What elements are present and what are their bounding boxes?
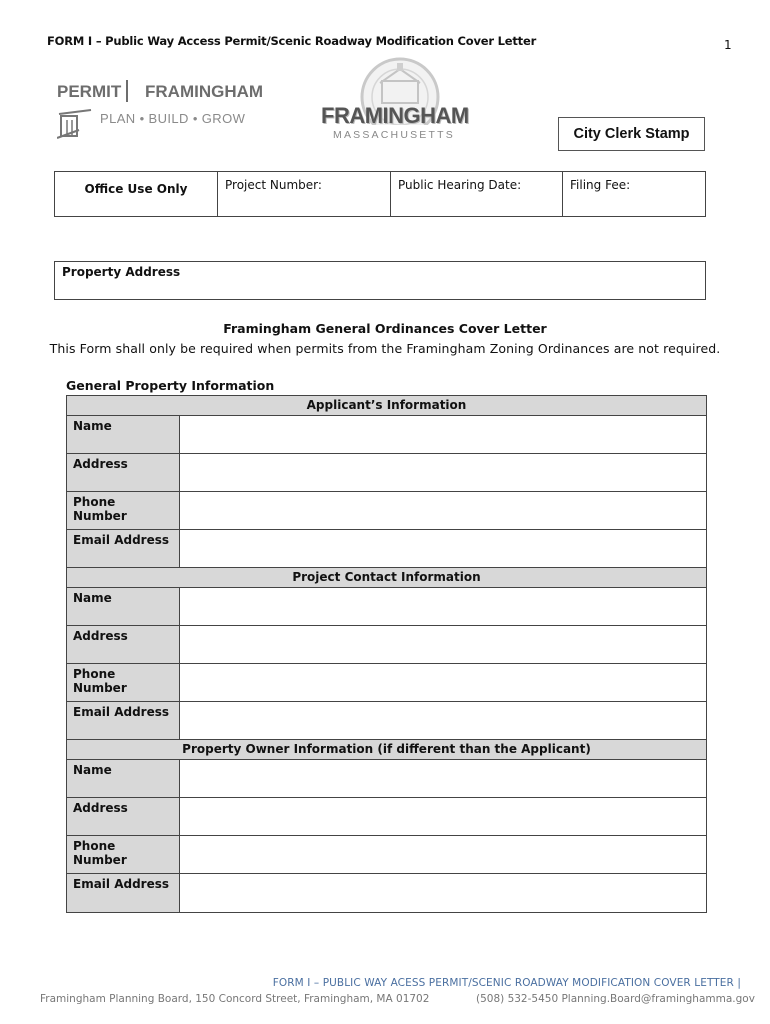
logo-tagline: PLAN • BUILD • GROW	[100, 111, 246, 126]
field-label: Email Address	[67, 530, 180, 567]
project-contact-section	[67, 568, 706, 740]
form-row	[67, 702, 706, 740]
office-use-table	[54, 171, 706, 217]
field-label: Phone Number	[67, 664, 180, 701]
cover-letter-subtitle: This Form shall only be required when permits from the Framingham Zoning Ordinances are not required.	[49, 341, 721, 356]
contact-address-input[interactable]	[180, 626, 706, 663]
city-seal-logo	[315, 55, 485, 145]
building-crane-icon	[57, 106, 97, 140]
footer-contact: (508) 532-5450 Planning.Board@framinghamma.gov	[476, 993, 755, 1005]
project-number-field[interactable]: Project Number:	[218, 172, 391, 216]
field-label: Phone Number	[67, 492, 180, 529]
office-use-label: Office Use Only	[55, 172, 218, 216]
section-header: Project Contact Information	[67, 568, 706, 588]
form-row	[67, 798, 706, 836]
seal-state: MASSACHUSETTS	[333, 129, 455, 141]
permit-framingham-logo	[55, 78, 265, 144]
form-row	[67, 626, 706, 664]
section-header: Applicant’s Information	[67, 396, 706, 416]
field-label: Address	[67, 626, 180, 663]
city-clerk-stamp-box: City Clerk Stamp	[558, 117, 705, 151]
field-label: Address	[67, 454, 180, 491]
contact-phone-input[interactable]	[180, 664, 706, 701]
form-row	[67, 836, 706, 874]
form-row	[67, 492, 706, 530]
logo-permit-word: PERMIT	[57, 82, 122, 101]
owner-email-input[interactable]	[180, 874, 706, 912]
form-row	[67, 760, 706, 798]
field-label: Name	[67, 588, 180, 625]
document-header-title: FORM I – Public Way Access Permit/Scenic Roadway Modification Cover Letter	[47, 34, 537, 48]
applicant-email-input[interactable]	[180, 530, 706, 567]
form-row	[67, 588, 706, 626]
property-owner-section	[67, 740, 706, 912]
field-label: Email Address	[67, 874, 180, 912]
form-row	[67, 874, 706, 912]
field-label: Email Address	[67, 702, 180, 739]
section-header: Property Owner Information (if different than the Applicant)	[67, 740, 706, 760]
seal-name: FRAMINGHAM	[321, 103, 469, 128]
logo-divider	[126, 80, 128, 102]
form-row	[67, 530, 706, 568]
cover-letter-title: Framingham General Ordinances Cover Letter	[223, 321, 547, 336]
field-label: Phone Number	[67, 836, 180, 873]
field-label: Name	[67, 416, 180, 453]
field-label: Address	[67, 798, 180, 835]
general-property-heading: General Property Information	[66, 378, 275, 393]
applicant-address-input[interactable]	[180, 454, 706, 491]
property-address-field[interactable]: Property Address	[54, 261, 706, 300]
form-row	[67, 416, 706, 454]
form-row	[67, 664, 706, 702]
filing-fee-field[interactable]: Filing Fee:	[570, 178, 631, 192]
contact-email-input[interactable]	[180, 702, 706, 739]
contact-name-input[interactable]	[180, 588, 706, 625]
page-number: 1	[724, 38, 732, 52]
property-information-form	[66, 395, 707, 913]
field-label: Name	[67, 760, 180, 797]
owner-phone-input[interactable]	[180, 836, 706, 873]
form-row	[67, 454, 706, 492]
applicant-section	[67, 396, 706, 568]
applicant-phone-input[interactable]	[180, 492, 706, 529]
owner-address-input[interactable]	[180, 798, 706, 835]
footer-address: Framingham Planning Board, 150 Concord Street, Framingham, MA 01702	[40, 993, 430, 1005]
owner-name-input[interactable]	[180, 760, 706, 797]
public-hearing-date-field[interactable]: Public Hearing Date:	[391, 172, 563, 216]
logo-framingham-word: FRAMINGHAM	[145, 82, 264, 101]
footer-form-title: FORM I – PUBLIC WAY ACESS PERMIT/SCENIC ROADWAY MODIFICATION COVER LETTER |	[272, 977, 741, 989]
applicant-name-input[interactable]	[180, 416, 706, 453]
